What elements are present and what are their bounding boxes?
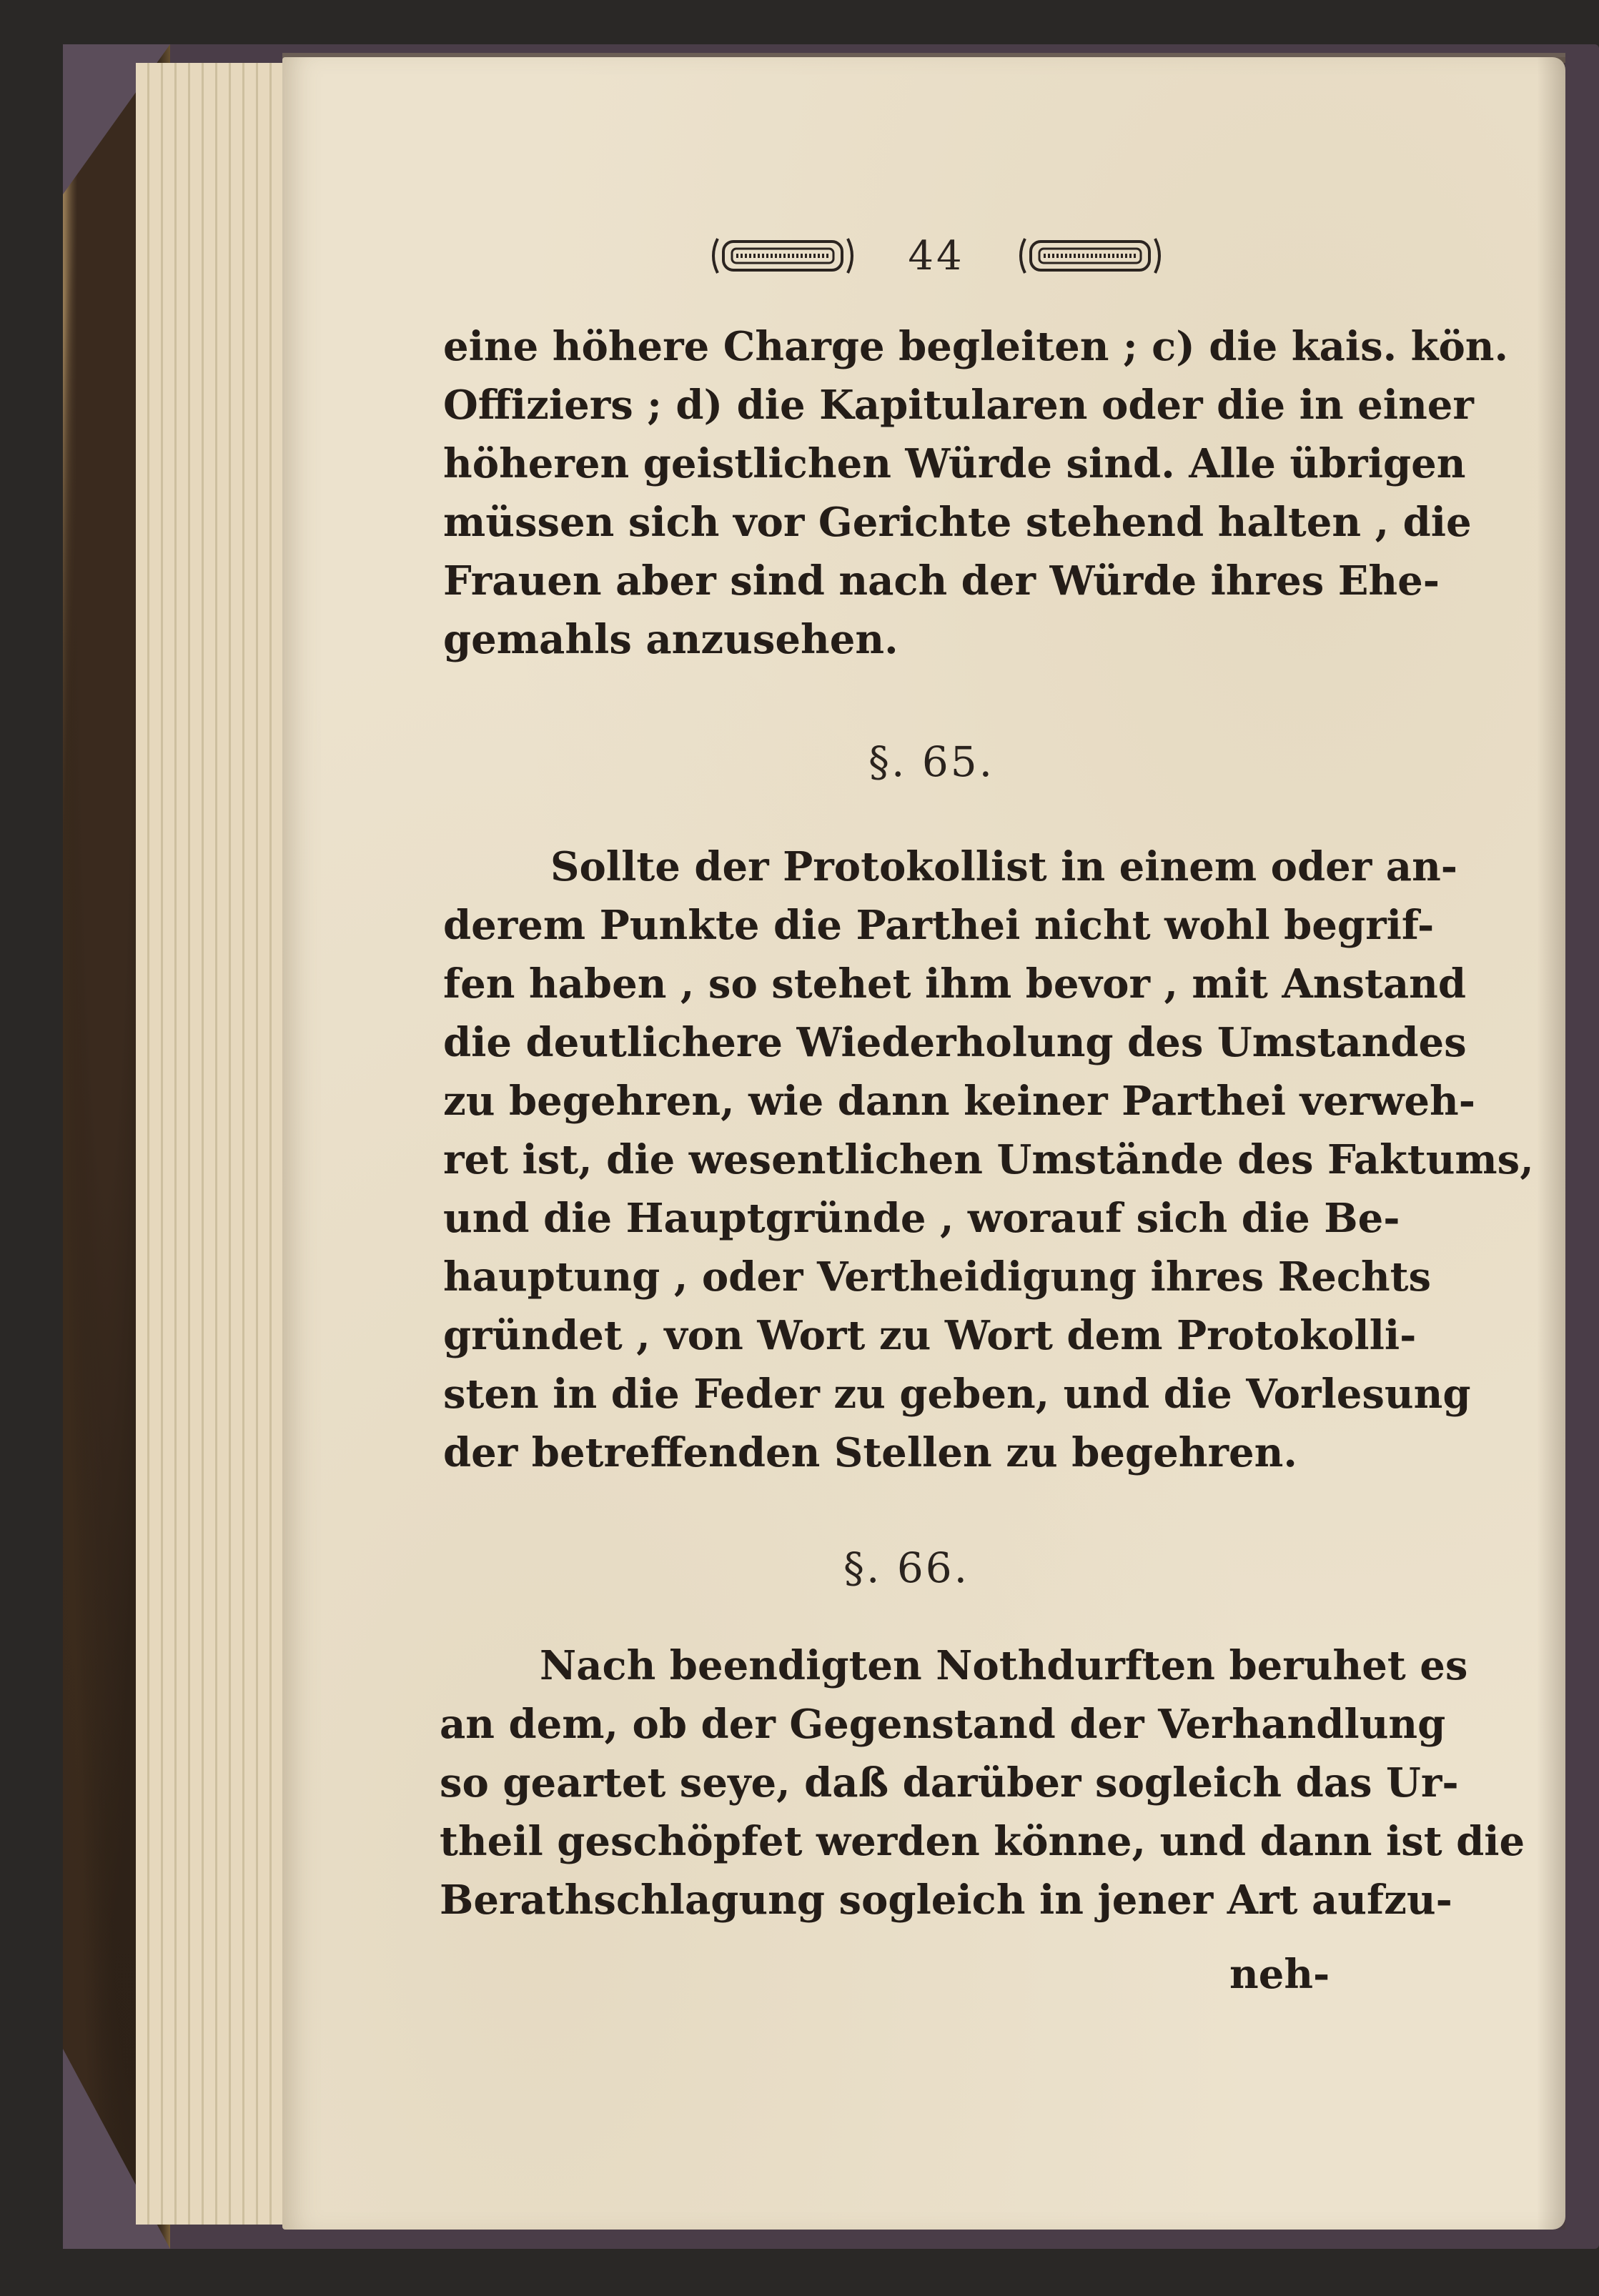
text-line: ret ist, die wesentlichen Umstände des Faktums, bbox=[443, 1136, 1534, 1183]
text-line: Nach beendigten Nothdurften beruhet es bbox=[540, 1642, 1468, 1689]
text-line: theil geschöpfet werden könne, und dann ist die bbox=[440, 1818, 1525, 1865]
text-line: Frauen aber sind nach der Würde ihres Ehe- bbox=[443, 557, 1440, 605]
text-line: an dem, ob der Gegenstand der Verhandlung bbox=[440, 1701, 1446, 1748]
text-line: gemahls anzusehen. bbox=[443, 616, 898, 663]
catchword: neh- bbox=[1229, 1951, 1330, 1998]
section-66-paragraph bbox=[440, 1636, 1525, 1929]
text-line: zu begehren, wie dann keiner Parthei verweh- bbox=[443, 1078, 1475, 1125]
text-line: gründet , von Wort zu Wort dem Protokolli- bbox=[443, 1312, 1417, 1359]
text-line: müssen sich vor Gerichte stehend halten , die bbox=[443, 499, 1472, 546]
text-line: eine höhere Charge begleiten ; c) die kais. kön. bbox=[443, 323, 1509, 370]
section-65-paragraph bbox=[443, 838, 1534, 1482]
text-line: Offiziers ; d) die Kapitularen oder die in einer bbox=[443, 382, 1474, 429]
text-line: hauptung , oder Vertheidigung ihres Rechts bbox=[443, 1253, 1432, 1301]
text-line: fen haben , so stehet ihm bevor , mit Anstand bbox=[443, 960, 1467, 1008]
running-header bbox=[708, 227, 1165, 284]
text-line: und die Hauptgründe , worauf sich die Be- bbox=[443, 1195, 1400, 1242]
text-line: der betreffenden Stellen zu begehren. bbox=[443, 1429, 1297, 1476]
section-heading-66: §. 66. bbox=[843, 1544, 970, 1592]
text-line: die deutlichere Wiederholung des Umstandes bbox=[443, 1019, 1467, 1066]
text-line: Berathschlagung sogleich in jener Art aufzu- bbox=[440, 1877, 1452, 1924]
text-line: sten in die Feder zu geben, und die Vorlesung bbox=[443, 1371, 1471, 1418]
page-shadow bbox=[1537, 57, 1565, 2230]
paragraph-continued bbox=[443, 317, 1509, 669]
text-line: derem Punkte die Parthei nicht wohl begrif- bbox=[443, 902, 1435, 949]
text-line: Sollte der Protokollist in einem oder an- bbox=[550, 843, 1458, 890]
section-heading-65: §. 65. bbox=[868, 737, 995, 786]
text-line: höheren geistlichen Würde sind. Alle übrigen bbox=[443, 440, 1466, 487]
text-line: so geartet seye, daß darüber sogleich das Ur- bbox=[440, 1759, 1459, 1807]
page-number: 44 bbox=[908, 232, 965, 279]
right-ornament-icon bbox=[1015, 236, 1165, 276]
page-edges bbox=[136, 63, 293, 2225]
left-ornament-icon bbox=[708, 236, 858, 276]
